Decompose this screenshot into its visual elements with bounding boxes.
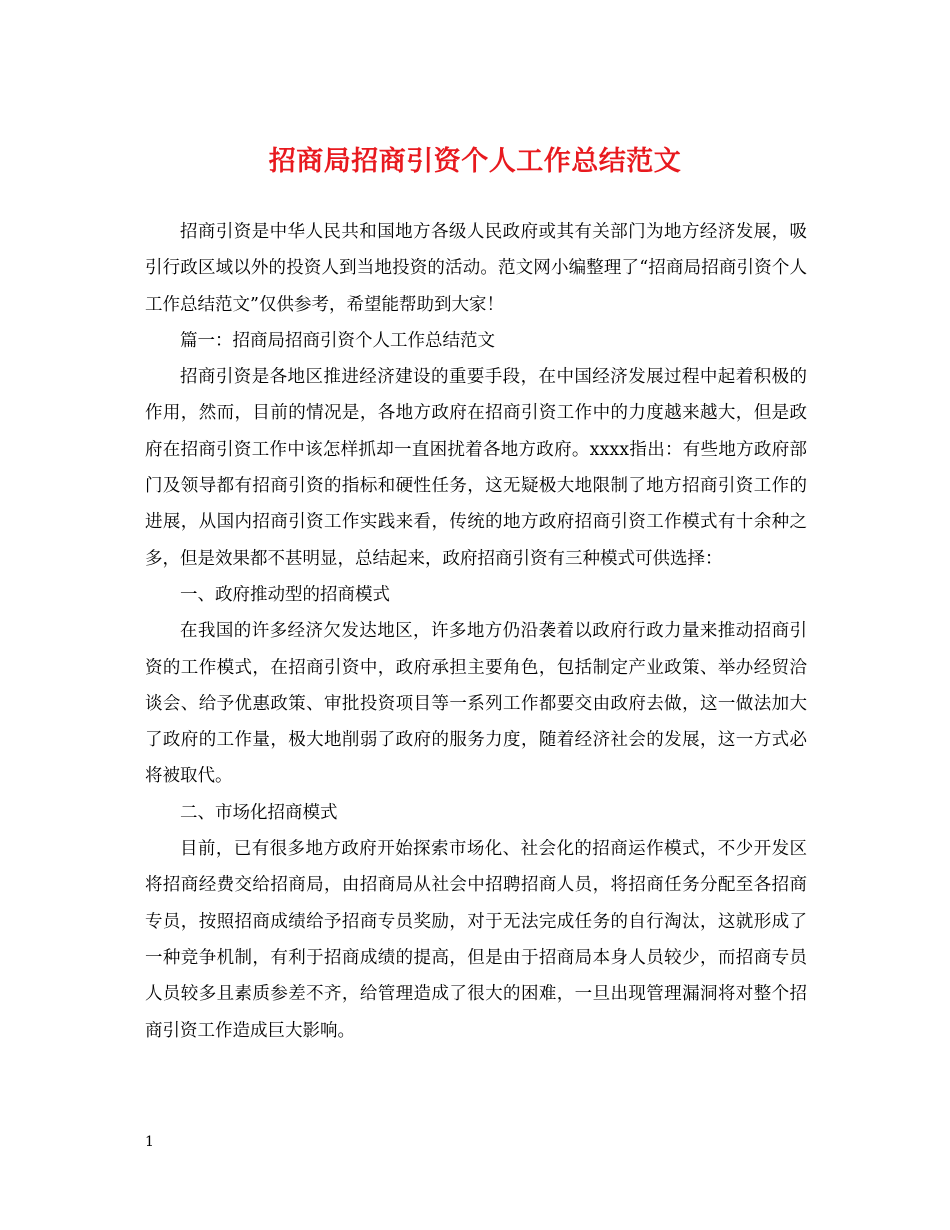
document-body xyxy=(145,214,807,1049)
paragraph-intro: 招商引资是中华人民共和国地方各级人民政府或其有关部门为地方经济发展，吸引行政区域以外的投资人到当地投资的活动。范文网小编整理了“招商局招商引资个人工作总结范文”仅供参考，希望能帮助到大家！ xyxy=(145,222,807,315)
section-heading-part-one: 篇一：招商局招商引资个人工作总结范文 xyxy=(180,330,495,351)
section-heading-market-model: 二、市场化招商模式 xyxy=(180,802,338,823)
paragraph-government-model: 在我国的许多经济欠发达地区，许多地方仍沿袭着以政府行政力量来推动招商引资的工作模式，在招商引资中，政府承担主要角色，包括制定产业政策、举办经贸洽谈会、给予优惠政策、审批投资项目等一系列工作都要交由政府去做，这一做法加大了政府的工作量，极大地削弱了政府的服务力度，随着经济社会的发展，这一方式必将被取代。 xyxy=(145,621,807,787)
paragraph-overview: 招商引资是各地区推进经济建设的重要手段，在中国经济发展过程中起着积极的作用，然而，目前的情况是，各地方政府在招商引资工作中的力度越来越大，但是政府在招商引资工作中该怎样抓却一直困扰着各地方政府。xxxx指出：有些地方政府部门及领导都有招商引资的指标和硬性任务，这无疑极大地限制了地方招商引资工作的进展，从国内招商引资工作实践来看，传统的地方政府招商引资工作模式有十余种之多，但是效果都不甚明显，总结起来，政府招商引资有三种模式可供选择： xyxy=(145,367,807,569)
page-number: 1 xyxy=(145,1134,154,1150)
document-title: 招商局招商引资个人工作总结范文 xyxy=(268,146,682,177)
section-heading-government-model: 一、政府推动型的招商模式 xyxy=(180,584,390,605)
paragraph-market-model: 目前，已有很多地方政府开始探索市场化、社会化的招商运作模式，不少开发区将招商经费交给招商局，由招商局从社会中招聘招商人员，将招商任务分配至各招商专员，按照招商成绩给予招商专员奖励，对于无法完成任务的自行淘汰，这就形成了一种竞争机制，有利于招商成绩的提高，但是由于招商局本身人员较少，而招商专员人员较多且素质参差不齐，给管理造成了很大的困难，一旦出现管理漏洞将对整个招商引资工作造成巨大影响。 xyxy=(145,839,807,1041)
